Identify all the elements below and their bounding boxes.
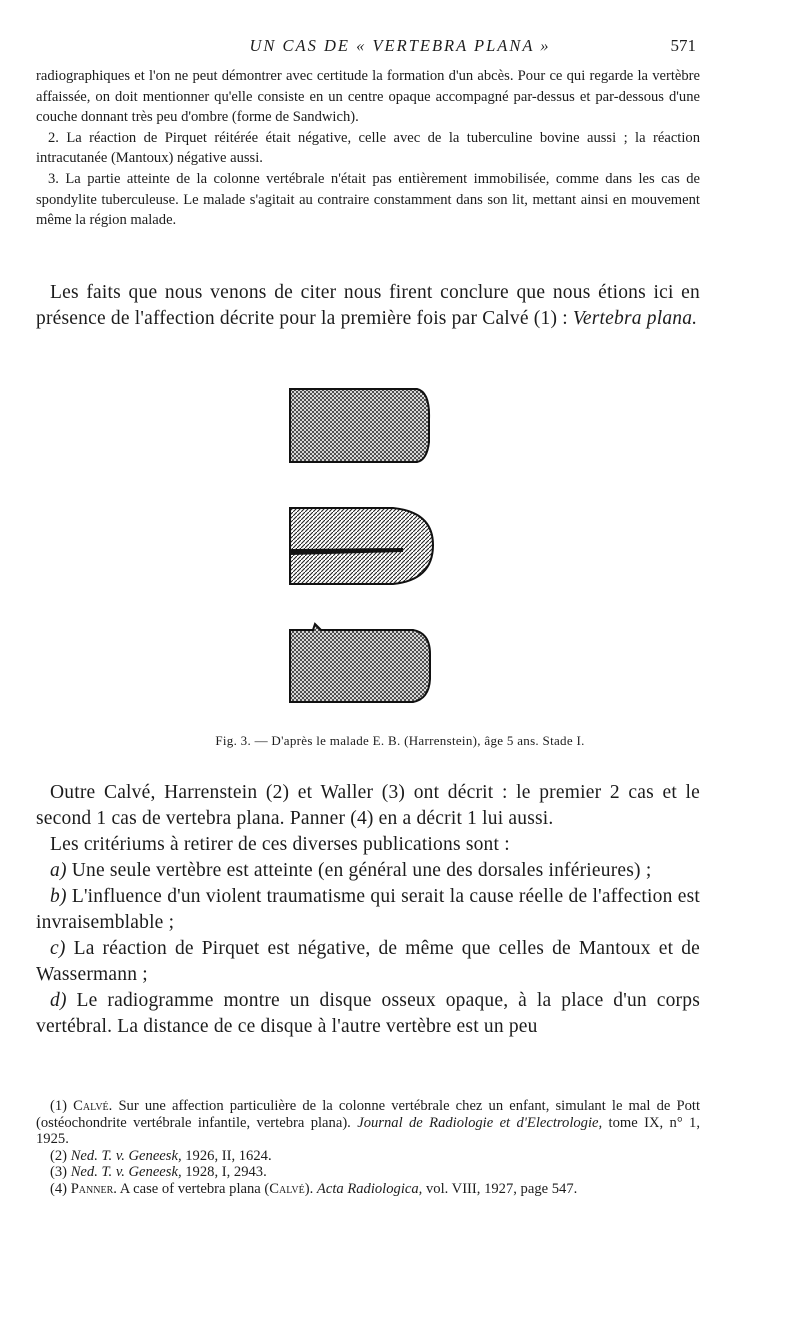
footnote-4: (4) Panner. A case of vertebra plana (Calvé). Acta Radiologica, vol. VIII, 1927, page 547.: [50, 1180, 578, 1197]
intro-text: Les faits que nous venons de citer nous firent conclure que nous étions ici en présence de l'affection décrite pour la première fois par Calvé (1) :: [36, 282, 700, 329]
note-3: 3. La partie atteinte de la colonne vertébrale n'était pas entièrement immobilisée, comme dans les cas de spondylite tuberculeuse. Le malade s'agitait au contraire constamment dans son lit, mettant ainsi en mouvement même la région malade.: [36, 170, 700, 229]
criterion-d: d) Le radiogramme montre un disque osseux opaque, à la place d'un corps vertébral. La distance de ce disque à l'autre vertèbre est un peu: [36, 990, 700, 1037]
paragraph-criteria: Les critériums à retirer de ces diverses publications sont :: [50, 834, 510, 855]
figure-caption: Fig. 3. — D'après le malade E. B. (Harrenstein), âge 5 ans. Stade I.: [215, 733, 585, 748]
intro-italic: Vertebra plana.: [572, 308, 698, 329]
note-continued: radiographiques et l'on ne peut démontrer avec certitude la formation d'un abcès. Pour ce qui regarde la vertèbre affaissée, on doit mentionner qu'elle consiste en un centre opaque accompagné par-dessus et par-dessous d'une couche donnant très peu d'ombre (forme de Sandwich).: [36, 68, 700, 126]
footnote-1: (1) Calvé. Sur une affection particulière de la colonne vertébrale chez un enfant, simulant le mal de Pott (ostéochondrite vertébrale infantile, vertebra plana). Journal de Radiologie et d'Electrologie, tome IX, n° 1, 1925.: [36, 1098, 700, 1147]
body-text: [36, 780, 700, 1040]
footnote-2: (2) Ned. T. v. Geneesk, 1926, II, 1624.: [50, 1147, 272, 1164]
running-title: UN CAS DE « VERTEBRA PLANA »: [249, 36, 551, 55]
page-header: [0, 36, 800, 58]
criterion-a: a) Une seule vertèbre est atteinte (en général une des dorsales inférieures) ;: [50, 860, 652, 881]
criterion-c: c) La réaction de Pirquet est négative, de même que celles de Mantoux et de Wassermann ;: [36, 938, 700, 985]
paragraph-authors: Outre Calvé, Harrenstein (2) et Waller (3) ont décrit : le premier 2 cas et le second 1 cas de vertebra plana. Panner (4) en a décrit 1 lui aussi.: [36, 782, 700, 829]
note-2: 2. La réaction de Pirquet réitérée était négative, celle avec de la tuberculine bovine aussi ; la réaction intracutanée (Mantoux) négative aussi.: [36, 129, 700, 167]
vertebra-figure: [285, 384, 445, 714]
lower-vertebra: [290, 624, 430, 702]
intro-paragraph: [36, 280, 700, 332]
footnote-3: (3) Ned. T. v. Geneesk, 1928, I, 2943.: [50, 1164, 267, 1180]
upper-vertebra: [290, 389, 429, 462]
flattened-vertebra: [290, 508, 433, 584]
page-number: 571: [670, 36, 696, 55]
criterion-b: b) L'influence d'un violent traumatisme qui serait la cause réelle de l'affection est invraisemblable ;: [36, 886, 700, 933]
footnotes: [36, 1098, 700, 1197]
case-notes: [36, 66, 700, 231]
